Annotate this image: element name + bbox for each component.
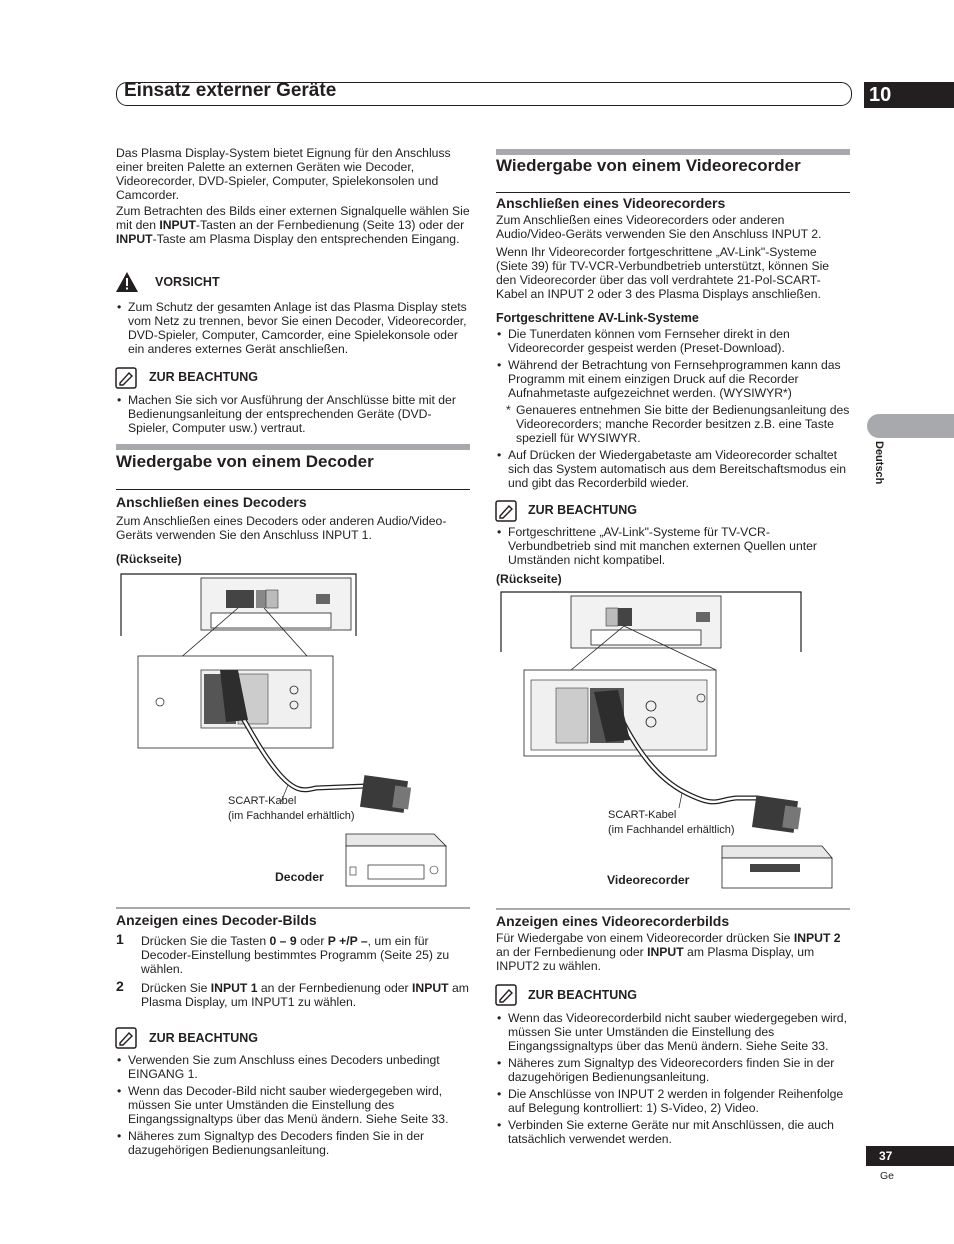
caution-list [116, 300, 472, 359]
page-language-code: Ge [880, 1170, 895, 1182]
page-title: Einsatz externer Geräte [124, 80, 337, 101]
note-icon [115, 1027, 137, 1049]
list-item: • Während der Betrachtung von Fernsehprogrammen kann das Programm mit einem einzigen Druck auf die Recorder Aufnahmetaste aufgezeichnet werden. (WYSIWYR*) [496, 358, 850, 400]
chapter-number: 10 [864, 82, 954, 108]
subsection-title: Anschließen eines Decoders [116, 494, 307, 510]
section-bar [496, 149, 850, 155]
language-tab [867, 414, 954, 438]
divider [116, 907, 470, 909]
subsection-text: Zum Anschließen eines Videorecorders oder anderen Audio/Video-Geräts verwenden Sie den Anschluss INPUT 2. [496, 213, 822, 241]
note-heading: ZUR BEACHTUNG [149, 370, 259, 384]
list-item: • Wenn das Decoder-Bild nicht sauber wiedergegeben wird, müssen Sie unter Umständen die Einstellung des Eingangssignaltyps über das Menü ändern. Siehe Seite 33. [116, 1084, 472, 1126]
subsection-text: Wenn Ihr Videorecorder fortgeschrittene „AV-Link"-Systeme (Siete 39) für TV-VCR-Verbundbetrieb unterstützt, können Sie den Videorecorder über das voll verdrahtete 21-Pol-SCART-Kabel an INPUT 2 oder 3 des Plasma Displays anschließen. [496, 245, 830, 301]
list-item: • Verbinden Sie externe Geräte nur mit Anschlüssen, die auch tatsächlich verwendet werden. [496, 1118, 850, 1146]
intro-paragraph-1: Das Plasma Display-System bietet Eignung für den Anschluss einer breiten Palette an externen Geräten wie Decoder, Videorecorder, DVD-Spieler, Computer, Spielekonsolen und Camcorder. [116, 146, 451, 202]
page-number: 37 [866, 1146, 954, 1166]
subsection-title: Anzeigen eines Videorecorderbilds [496, 913, 730, 929]
rear-view-label: (Rückseite) [116, 552, 182, 566]
subsection-text: Zum Anschließen eines Decoders oder anderen Audio/Video-Geräts verwenden Sie den Anschluss INPUT 1. [116, 514, 447, 542]
section-title: Wiedergabe von einem Videorecorder [496, 156, 801, 175]
device-label: Decoder [275, 870, 324, 884]
divider [116, 489, 470, 490]
footnote-item: * Genaueres entnehmen Sie bitte der Bedienungsanleitung des Videorecorders; manche Recorder besitzen z.B. eine Taste speziell für WYSIWYR. [496, 403, 850, 445]
note-list [116, 393, 472, 438]
cable-label: SCART-Kabel (im Fachhandel erhältlich) [228, 795, 355, 822]
list-item: • Machen Sie sich vor Ausführung der Anschlüsse bitte mit der Bedienungsanleitung der entsprechenden Geräte (DVD-Spieler, Computer usw.) vertraut. [116, 393, 472, 435]
cable-label: SCART-Kabel (im Fachhandel erhältlich) [608, 809, 735, 836]
list-item: • Näheres zum Signaltyp des Decoders finden Sie in der dazugehörigen Bedienungsanleitung. [116, 1129, 472, 1157]
vcr-connection-illustration [496, 588, 852, 892]
divider [496, 908, 850, 910]
note-icon [495, 984, 517, 1006]
avlink-list [496, 327, 850, 493]
decoder-connection-illustration [116, 570, 472, 894]
list-item: • Auf Drücken der Wiedergabetaste am Videorecorder schaltet sich das System automatisch aus dem Bereitschaftsmodus ein und gibt das Recorderbild wieder. [496, 448, 850, 490]
note-list [496, 1011, 850, 1149]
note-heading: ZUR BEACHTUNG [528, 503, 638, 517]
section-bar [116, 444, 470, 450]
intro-paragraph-2: Zum Betrachten des Bilds einer externen Signalquelle wählen Sie mit den INPUT-Tasten an der Fernbedienung (Seite 13) oder der INPUT-Taste am Plasma Display den entsprechenden Eingang. [116, 204, 470, 246]
note-icon [115, 367, 137, 389]
step-item: 1 Drücken Sie die Tasten 0 – 9 oder P +/P –, um ein für Decoder-Einstellung bestimmtes Programm (Seite 25) zu wählen. [116, 931, 450, 976]
note-list [496, 525, 850, 570]
subsection-title: Anschließen eines Videorecorders [496, 195, 726, 211]
language-label: Deutsch [873, 441, 885, 485]
warning-icon [115, 271, 139, 293]
step-item: 2 Drücken Sie INPUT 1 an der Fernbedienung oder INPUT am Plasma Display, um INPUT1 zu wählen. [116, 978, 469, 1009]
note-icon [495, 500, 517, 522]
rear-view-label: (Rückseite) [496, 572, 562, 586]
note-list [116, 1053, 472, 1160]
subsection-text: Für Wiedergabe von einem Videorecorder drücken Sie INPUT 2 an der Fernbedienung oder INPUT am Plasma Display, um INPUT2 zu wählen. [496, 931, 841, 973]
list-item: • Näheres zum Signaltyp des Videorecorders finden Sie in der dazugehörigen Bedienungsanleitung. [496, 1056, 850, 1084]
list-item: • Zum Schutz der gesamten Anlage ist das Plasma Display stets vom Netz zu trennen, bevor Sie einen Decoder, Videorecorder, DVD-Spieler, Computer, Camcorder, eine Spielekonsole oder ein anderes externes Gerät anschließen. [116, 300, 472, 356]
list-item: • Die Tunerdaten können vom Fernseher direkt in den Videorecorder gespeist werden (Preset-Download). [496, 327, 850, 355]
caution-heading: VORSICHT [155, 275, 220, 289]
device-label: Videorecorder [607, 873, 690, 887]
divider [496, 192, 850, 193]
note-heading: ZUR BEACHTUNG [528, 988, 638, 1002]
note-heading: ZUR BEACHTUNG [149, 1031, 259, 1045]
subsection-title: Anzeigen eines Decoder-Bilds [116, 912, 317, 928]
list-item: • Die Anschlüsse von INPUT 2 werden in folgender Reihenfolge auf Belegung kontrolliert: 1) S-Video, 2) Video. [496, 1087, 850, 1115]
avlink-heading: Fortgeschrittene AV-Link-Systeme [496, 311, 699, 325]
section-title: Wiedergabe von einem Decoder [116, 452, 374, 471]
list-item: • Wenn das Videorecorderbild nicht sauber wiedergegeben wird, müssen Sie unter Umständen die Einstellung des Eingangssignaltyps über das Menü ändern. Siehe Seite 33. [496, 1011, 850, 1053]
steps-list [116, 931, 472, 1014]
list-item: • Fortgeschrittene „AV-Link"-Systeme für TV-VCR-Verbundbetrieb sind mit manchen externen Quellen unter Umständen nicht kompatibel. [496, 525, 850, 567]
list-item: • Verwenden Sie zum Anschluss eines Decoders unbedingt EINGANG 1. [116, 1053, 472, 1081]
